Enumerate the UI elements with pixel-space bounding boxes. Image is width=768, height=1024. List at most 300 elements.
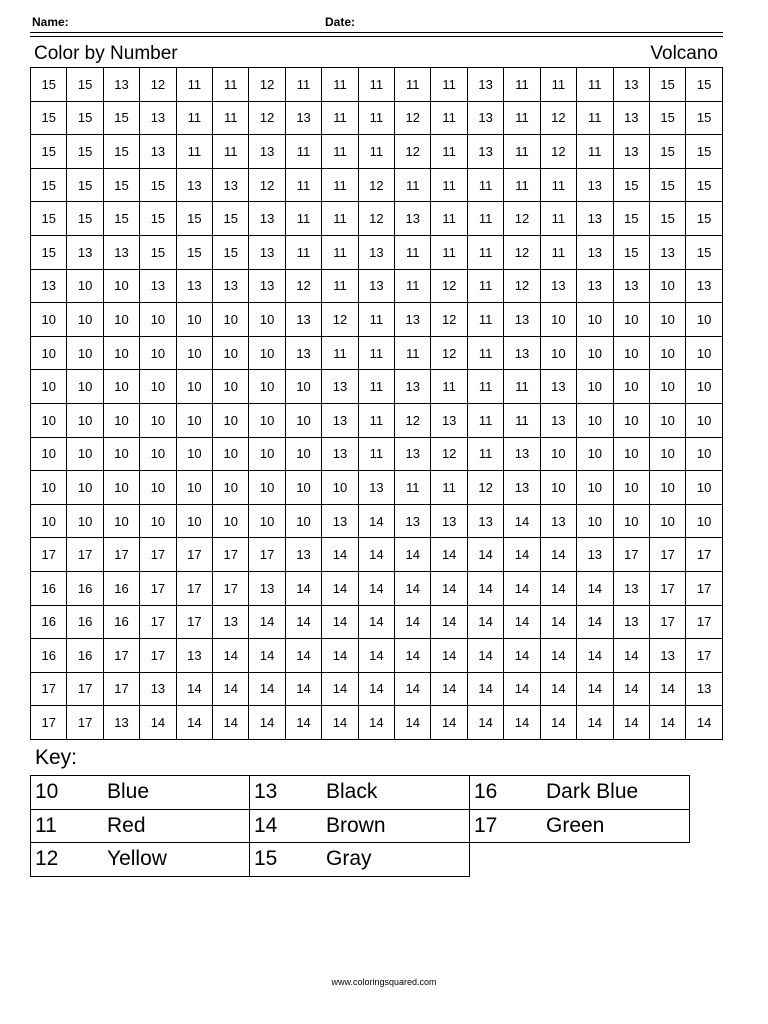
grid-cell: 11 xyxy=(285,168,321,202)
grid-cell: 12 xyxy=(358,168,394,202)
grid-cell: 14 xyxy=(540,672,576,706)
grid-cell: 13 xyxy=(322,370,358,404)
grid-cell: 10 xyxy=(176,303,212,337)
grid-cell: 14 xyxy=(285,706,321,740)
grid-cell: 13 xyxy=(540,403,576,437)
grid-cell: 10 xyxy=(613,403,649,437)
grid-cell: 10 xyxy=(649,471,685,505)
grid-cell: 12 xyxy=(249,101,285,135)
key-color-name: Red xyxy=(107,813,146,837)
grid-cell: 10 xyxy=(613,336,649,370)
grid-row xyxy=(31,437,723,471)
grid-cell: 15 xyxy=(686,168,723,202)
grid-cell: 10 xyxy=(213,336,249,370)
grid-cell: 16 xyxy=(31,571,67,605)
grid-cell: 17 xyxy=(686,639,723,673)
grid-cell: 14 xyxy=(577,605,613,639)
grid-cell: 10 xyxy=(577,471,613,505)
key-row xyxy=(31,776,690,810)
grid-cell: 10 xyxy=(140,336,176,370)
key-number: 13 xyxy=(254,780,278,804)
picture-name: Volcano xyxy=(650,43,718,64)
grid-cell: 10 xyxy=(140,471,176,505)
grid-cell: 16 xyxy=(67,639,103,673)
grid-cell: 13 xyxy=(577,202,613,236)
grid-cell: 10 xyxy=(103,437,139,471)
grid-cell: 13 xyxy=(467,101,503,135)
grid-cell: 15 xyxy=(67,168,103,202)
grid-cell: 14 xyxy=(540,538,576,572)
grid-cell: 13 xyxy=(577,235,613,269)
grid-cell: 14 xyxy=(322,538,358,572)
grid-cell: 10 xyxy=(686,370,723,404)
grid-cell: 14 xyxy=(213,639,249,673)
grid-cell: 10 xyxy=(613,471,649,505)
grid-cell: 10 xyxy=(249,336,285,370)
grid-cell: 12 xyxy=(395,135,431,169)
grid-cell: 12 xyxy=(358,202,394,236)
grid-cell: 13 xyxy=(395,202,431,236)
grid-cell: 10 xyxy=(213,403,249,437)
grid-cell: 15 xyxy=(31,235,67,269)
grid-cell: 14 xyxy=(504,605,540,639)
grid-cell: 13 xyxy=(31,269,67,303)
grid-cell: 14 xyxy=(249,672,285,706)
grid-cell: 15 xyxy=(67,101,103,135)
key-title: Key: xyxy=(35,746,78,769)
grid-cell: 14 xyxy=(322,605,358,639)
grid-cell: 10 xyxy=(285,403,321,437)
grid-cell: 14 xyxy=(577,639,613,673)
grid-cell: 17 xyxy=(67,538,103,572)
grid-cell: 15 xyxy=(686,135,723,169)
grid-cell: 14 xyxy=(613,672,649,706)
grid-row xyxy=(31,471,723,505)
grid-cell: 10 xyxy=(649,370,685,404)
grid-cell: 14 xyxy=(467,672,503,706)
grid-cell: 10 xyxy=(140,370,176,404)
grid-cell: 11 xyxy=(285,202,321,236)
key-entry xyxy=(250,776,470,810)
grid-cell: 14 xyxy=(467,639,503,673)
grid-cell: 14 xyxy=(577,672,613,706)
grid-cell: 10 xyxy=(176,370,212,404)
grid-cell: 17 xyxy=(140,605,176,639)
grid-cell: 10 xyxy=(213,437,249,471)
grid-cell: 16 xyxy=(67,571,103,605)
grid-cell: 10 xyxy=(686,336,723,370)
grid-cell: 10 xyxy=(540,471,576,505)
grid-cell: 11 xyxy=(358,403,394,437)
grid-cell: 14 xyxy=(431,706,467,740)
grid-cell: 15 xyxy=(686,202,723,236)
grid-cell: 11 xyxy=(322,235,358,269)
grid-cell: 14 xyxy=(285,639,321,673)
grid-cell: 12 xyxy=(322,303,358,337)
grid-row xyxy=(31,235,723,269)
grid-cell: 14 xyxy=(358,706,394,740)
grid-cell: 14 xyxy=(358,571,394,605)
key-entry xyxy=(31,809,250,843)
grid-cell: 15 xyxy=(140,168,176,202)
grid-cell: 11 xyxy=(213,135,249,169)
grid-row xyxy=(31,168,723,202)
grid-cell: 13 xyxy=(577,168,613,202)
grid-cell: 11 xyxy=(213,68,249,102)
grid-cell: 17 xyxy=(649,571,685,605)
grid-cell: 11 xyxy=(431,471,467,505)
grid-cell: 13 xyxy=(649,235,685,269)
grid-cell: 17 xyxy=(176,605,212,639)
grid-cell: 10 xyxy=(249,303,285,337)
grid-cell: 10 xyxy=(31,370,67,404)
grid-cell: 10 xyxy=(540,437,576,471)
grid-cell: 11 xyxy=(577,101,613,135)
grid-row xyxy=(31,303,723,337)
grid-cell: 13 xyxy=(103,68,139,102)
grid-cell: 17 xyxy=(613,538,649,572)
grid-cell: 17 xyxy=(103,538,139,572)
grid-cell: 15 xyxy=(213,202,249,236)
grid-cell: 13 xyxy=(613,101,649,135)
grid-cell: 13 xyxy=(686,269,723,303)
grid-cell: 14 xyxy=(613,706,649,740)
grid-cell: 15 xyxy=(31,101,67,135)
grid-cell: 13 xyxy=(358,235,394,269)
grid-cell: 14 xyxy=(358,672,394,706)
grid-cell: 13 xyxy=(285,101,321,135)
grid-cell: 11 xyxy=(358,68,394,102)
grid-cell: 14 xyxy=(431,672,467,706)
grid-cell: 15 xyxy=(103,168,139,202)
grid-cell: 11 xyxy=(504,101,540,135)
grid-cell: 14 xyxy=(322,571,358,605)
grid-cell: 11 xyxy=(176,135,212,169)
grid-cell: 13 xyxy=(504,471,540,505)
grid-row xyxy=(31,370,723,404)
grid-cell: 10 xyxy=(613,370,649,404)
grid-cell: 11 xyxy=(577,135,613,169)
key-color-name: Black xyxy=(326,780,378,804)
grid-cell: 14 xyxy=(322,672,358,706)
grid-cell: 10 xyxy=(103,336,139,370)
grid-cell: 12 xyxy=(395,101,431,135)
grid-cell: 14 xyxy=(504,504,540,538)
grid-cell: 14 xyxy=(358,538,394,572)
number-grid xyxy=(30,67,723,740)
grid-cell: 17 xyxy=(213,571,249,605)
grid-cell: 14 xyxy=(540,605,576,639)
grid-cell: 10 xyxy=(103,403,139,437)
grid-cell: 17 xyxy=(686,571,723,605)
grid-row xyxy=(31,504,723,538)
grid-cell: 15 xyxy=(613,168,649,202)
grid-cell: 14 xyxy=(213,672,249,706)
grid-cell: 14 xyxy=(285,571,321,605)
grid-cell: 10 xyxy=(103,370,139,404)
grid-cell: 11 xyxy=(285,235,321,269)
grid-row xyxy=(31,336,723,370)
grid-cell: 11 xyxy=(540,68,576,102)
key-entry xyxy=(470,809,690,843)
key-empty-cell xyxy=(470,843,690,877)
grid-cell: 17 xyxy=(103,672,139,706)
grid-cell: 10 xyxy=(322,471,358,505)
grid-cell: 11 xyxy=(431,101,467,135)
grid-cell: 14 xyxy=(285,672,321,706)
grid-cell: 10 xyxy=(613,437,649,471)
grid-cell: 13 xyxy=(140,101,176,135)
grid-cell: 13 xyxy=(176,269,212,303)
grid-cell: 14 xyxy=(322,639,358,673)
grid-cell: 13 xyxy=(67,235,103,269)
grid-cell: 10 xyxy=(67,437,103,471)
grid-cell: 13 xyxy=(649,639,685,673)
grid-cell: 13 xyxy=(613,571,649,605)
grid-cell: 14 xyxy=(540,639,576,673)
grid-cell: 13 xyxy=(285,303,321,337)
grid-cell: 10 xyxy=(649,504,685,538)
grid-cell: 13 xyxy=(285,336,321,370)
grid-cell: 11 xyxy=(322,135,358,169)
grid-cell: 10 xyxy=(103,303,139,337)
grid-cell: 14 xyxy=(431,538,467,572)
grid-cell: 11 xyxy=(467,269,503,303)
grid-cell: 10 xyxy=(67,504,103,538)
grid-cell: 10 xyxy=(140,403,176,437)
grid-cell: 15 xyxy=(686,101,723,135)
grid-cell: 17 xyxy=(31,538,67,572)
grid-cell: 16 xyxy=(67,605,103,639)
grid-cell: 11 xyxy=(431,135,467,169)
grid-cell: 10 xyxy=(285,504,321,538)
grid-cell: 10 xyxy=(176,403,212,437)
grid-row xyxy=(31,706,723,740)
grid-cell: 10 xyxy=(249,504,285,538)
grid-cell: 10 xyxy=(649,269,685,303)
grid-cell: 10 xyxy=(249,403,285,437)
grid-cell: 15 xyxy=(613,235,649,269)
grid-cell: 13 xyxy=(540,504,576,538)
grid-cell: 14 xyxy=(358,605,394,639)
grid-cell: 10 xyxy=(686,403,723,437)
grid-cell: 17 xyxy=(686,538,723,572)
key-color-name: Gray xyxy=(326,847,372,871)
grid-row xyxy=(31,101,723,135)
grid-cell: 11 xyxy=(176,68,212,102)
grid-cell: 11 xyxy=(540,168,576,202)
grid-cell: 11 xyxy=(213,101,249,135)
grid-cell: 10 xyxy=(31,403,67,437)
grid-row xyxy=(31,68,723,102)
grid-cell: 14 xyxy=(577,571,613,605)
grid-cell: 14 xyxy=(467,605,503,639)
grid-cell: 12 xyxy=(249,68,285,102)
grid-cell: 14 xyxy=(540,706,576,740)
grid-cell: 12 xyxy=(431,269,467,303)
grid-cell: 13 xyxy=(213,605,249,639)
grid-cell: 13 xyxy=(176,639,212,673)
grid-cell: 14 xyxy=(649,706,685,740)
grid-cell: 10 xyxy=(613,303,649,337)
grid-cell: 10 xyxy=(31,437,67,471)
grid-cell: 12 xyxy=(431,437,467,471)
grid-cell: 12 xyxy=(285,269,321,303)
grid-cell: 11 xyxy=(395,235,431,269)
grid-cell: 11 xyxy=(467,202,503,236)
grid-cell: 11 xyxy=(322,168,358,202)
grid-cell: 14 xyxy=(686,706,723,740)
grid-cell: 10 xyxy=(577,504,613,538)
grid-cell: 14 xyxy=(176,672,212,706)
grid-cell: 11 xyxy=(504,403,540,437)
grid-cell: 14 xyxy=(395,639,431,673)
grid-cell: 15 xyxy=(176,202,212,236)
key-entry xyxy=(470,776,690,810)
key-number: 17 xyxy=(474,813,498,837)
grid-cell: 14 xyxy=(467,571,503,605)
grid-cell: 11 xyxy=(467,303,503,337)
grid-cell: 14 xyxy=(467,538,503,572)
grid-cell: 11 xyxy=(467,168,503,202)
grid-cell: 13 xyxy=(285,538,321,572)
grid-row xyxy=(31,538,723,572)
grid-cell: 13 xyxy=(103,235,139,269)
grid-cell: 13 xyxy=(249,269,285,303)
grid-cell: 13 xyxy=(613,68,649,102)
grid-cell: 17 xyxy=(649,538,685,572)
grid-cell: 14 xyxy=(540,571,576,605)
key-entry xyxy=(31,776,250,810)
grid-cell: 17 xyxy=(103,639,139,673)
grid-cell: 12 xyxy=(540,135,576,169)
grid-cell: 12 xyxy=(467,471,503,505)
grid-cell: 10 xyxy=(649,303,685,337)
grid-cell: 14 xyxy=(577,706,613,740)
grid-cell: 10 xyxy=(577,403,613,437)
key-color-name: Blue xyxy=(107,780,150,804)
grid-cell: 12 xyxy=(504,202,540,236)
grid-row xyxy=(31,672,723,706)
grid-cell: 14 xyxy=(322,706,358,740)
grid-cell: 13 xyxy=(395,370,431,404)
grid-cell: 17 xyxy=(176,571,212,605)
grid-cell: 10 xyxy=(213,303,249,337)
grid-cell: 10 xyxy=(285,437,321,471)
grid-cell: 14 xyxy=(249,706,285,740)
key-number: 11 xyxy=(35,813,57,837)
grid-cell: 15 xyxy=(649,68,685,102)
grid-cell: 10 xyxy=(103,269,139,303)
grid-cell: 13 xyxy=(103,706,139,740)
grid-cell: 10 xyxy=(140,504,176,538)
grid-cell: 10 xyxy=(613,504,649,538)
grid-cell: 13 xyxy=(686,672,723,706)
grid-cell: 17 xyxy=(67,672,103,706)
grid-cell: 10 xyxy=(649,403,685,437)
grid-cell: 11 xyxy=(431,370,467,404)
grid-cell: 14 xyxy=(249,639,285,673)
grid-cell: 11 xyxy=(467,336,503,370)
grid-cell: 15 xyxy=(176,235,212,269)
grid-cell: 10 xyxy=(285,471,321,505)
grid-cell: 11 xyxy=(358,437,394,471)
grid-cell: 13 xyxy=(467,504,503,538)
grid-cell: 10 xyxy=(686,504,723,538)
grid-cell: 14 xyxy=(140,706,176,740)
grid-cell: 14 xyxy=(395,571,431,605)
grid-cell: 17 xyxy=(686,605,723,639)
grid-cell: 15 xyxy=(103,202,139,236)
grid-cell: 14 xyxy=(504,706,540,740)
grid-cell: 17 xyxy=(649,605,685,639)
grid-cell: 13 xyxy=(322,437,358,471)
grid-cell: 13 xyxy=(431,403,467,437)
grid-cell: 10 xyxy=(31,303,67,337)
header-rule-bottom xyxy=(30,36,723,37)
grid-cell: 15 xyxy=(103,101,139,135)
grid-cell: 10 xyxy=(67,370,103,404)
grid-cell: 11 xyxy=(285,68,321,102)
grid-cell: 17 xyxy=(140,639,176,673)
grid-cell: 15 xyxy=(31,68,67,102)
key-row xyxy=(31,809,690,843)
grid-cell: 15 xyxy=(31,135,67,169)
grid-cell: 12 xyxy=(431,303,467,337)
grid-cell: 13 xyxy=(431,504,467,538)
grid-cell: 11 xyxy=(395,471,431,505)
grid-cell: 17 xyxy=(213,538,249,572)
grid-cell: 13 xyxy=(213,168,249,202)
grid-cell: 11 xyxy=(358,370,394,404)
grid-cell: 16 xyxy=(31,605,67,639)
key-color-name: Dark Blue xyxy=(546,780,639,804)
grid-cell: 10 xyxy=(31,504,67,538)
key-number: 10 xyxy=(35,780,59,804)
grid-cell: 13 xyxy=(140,269,176,303)
grid-cell: 10 xyxy=(249,471,285,505)
grid-cell: 16 xyxy=(31,639,67,673)
grid-cell: 13 xyxy=(358,269,394,303)
grid-cell: 11 xyxy=(431,235,467,269)
grid-cell: 17 xyxy=(140,538,176,572)
grid-cell: 17 xyxy=(67,706,103,740)
grid-cell: 14 xyxy=(358,639,394,673)
grid-cell: 13 xyxy=(358,471,394,505)
grid-row xyxy=(31,571,723,605)
grid-cell: 14 xyxy=(613,639,649,673)
grid-cell: 13 xyxy=(176,168,212,202)
grid-cell: 11 xyxy=(358,135,394,169)
grid-cell: 11 xyxy=(322,336,358,370)
grid-cell: 11 xyxy=(176,101,212,135)
grid-cell: 10 xyxy=(67,303,103,337)
grid-cell: 14 xyxy=(649,672,685,706)
key-entry xyxy=(250,843,470,877)
footer-url: www.coloringsquared.com xyxy=(331,977,437,987)
grid-cell: 13 xyxy=(249,571,285,605)
grid-cell: 12 xyxy=(504,269,540,303)
grid-cell: 11 xyxy=(467,370,503,404)
grid-cell: 15 xyxy=(649,202,685,236)
grid-cell: 14 xyxy=(395,605,431,639)
grid-cell: 15 xyxy=(67,68,103,102)
grid-cell: 10 xyxy=(67,471,103,505)
grid-cell: 15 xyxy=(67,135,103,169)
grid-cell: 14 xyxy=(431,639,467,673)
grid-cell: 10 xyxy=(67,269,103,303)
grid-cell: 10 xyxy=(577,303,613,337)
